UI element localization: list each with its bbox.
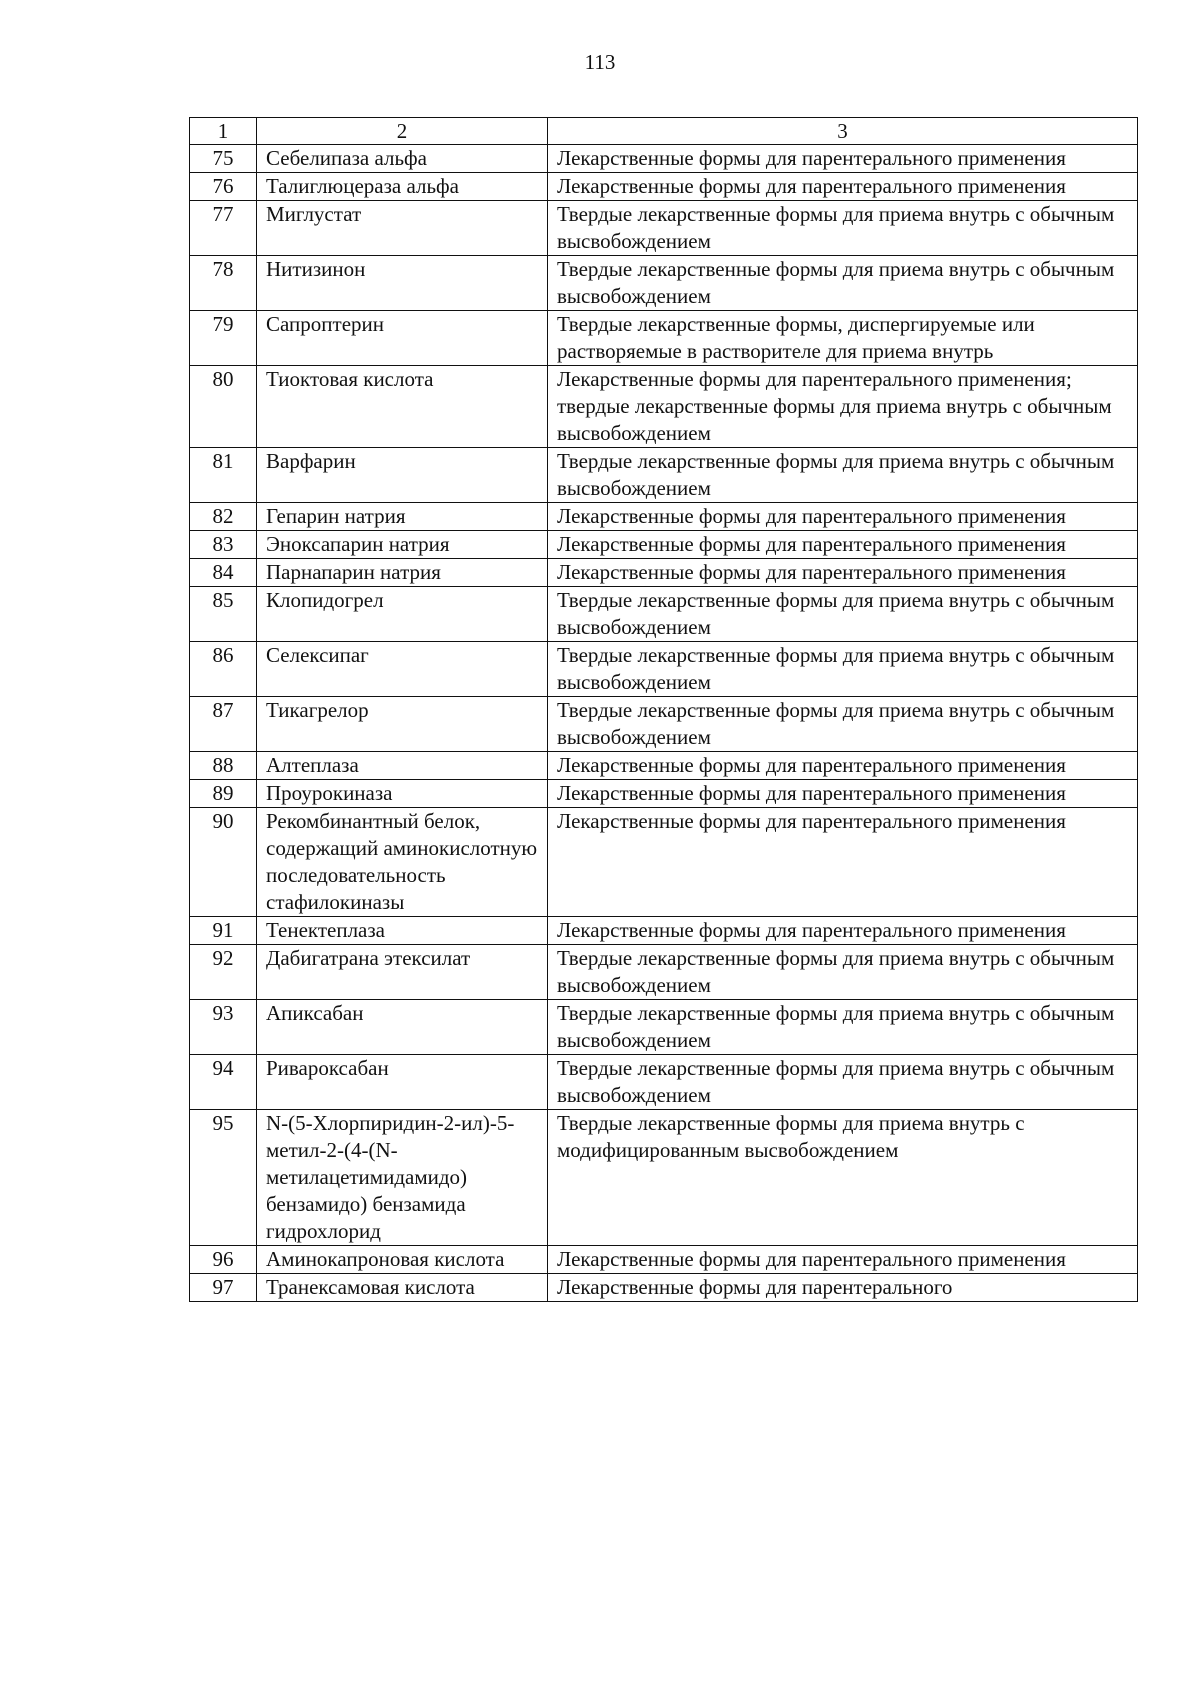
row-number: 87	[190, 697, 257, 752]
dosage-form-line: Твердые лекарственные формы для приема внутрь с обычным высвобождением	[557, 588, 1115, 639]
row-number: 82	[190, 503, 257, 531]
drug-name: Клопидогрел	[257, 587, 548, 642]
table-row	[190, 642, 1138, 697]
dosage-form	[548, 1246, 1138, 1274]
dosage-form-line: Лекарственные формы для парентерального применения	[557, 532, 1066, 556]
table-header	[190, 118, 1138, 145]
dosage-form	[548, 945, 1138, 1000]
dosage-form-line: Твердые лекарственные формы для приема внутрь с обычным высвобождением	[557, 449, 1115, 500]
dosage-form-line: Лекарственные формы для парентерального применения	[557, 504, 1066, 528]
row-number: 80	[190, 366, 257, 448]
dosage-form	[548, 1110, 1138, 1246]
dosage-form	[548, 1000, 1138, 1055]
table-row	[190, 448, 1138, 503]
dosage-form-line: Твердые лекарственные формы для приема внутрь с обычным высвобождением	[557, 202, 1115, 253]
table-row	[190, 780, 1138, 808]
dosage-form-line: Твердые лекарственные формы, диспергируемые или растворяемые в растворителе для приема внутрь	[557, 312, 1035, 363]
row-number: 88	[190, 752, 257, 780]
dosage-form	[548, 1274, 1138, 1302]
dosage-form-line: Твердые лекарственные формы для приема внутрь с обычным высвобождением	[557, 1001, 1115, 1052]
row-number: 93	[190, 1000, 257, 1055]
dosage-form-line: Лекарственные формы для парентерального применения	[557, 560, 1066, 584]
row-number: 76	[190, 173, 257, 201]
row-number: 91	[190, 917, 257, 945]
dosage-form-line: Твердые лекарственные формы для приема внутрь с обычным высвобождением	[557, 946, 1115, 997]
table-row	[190, 311, 1138, 366]
table-row	[190, 1110, 1138, 1246]
row-number: 86	[190, 642, 257, 697]
dosage-form	[548, 173, 1138, 201]
row-number: 89	[190, 780, 257, 808]
drug-name: Рекомбинантный белок, содержащий аминокислотную последовательность стафилокиназы	[257, 808, 548, 917]
dosage-form	[548, 697, 1138, 752]
drug-name: Дабигатрана этексилат	[257, 945, 548, 1000]
row-number: 81	[190, 448, 257, 503]
table-row	[190, 1246, 1138, 1274]
dosage-form-line: твердые лекарственные формы для приема внутрь с обычным высвобождением	[557, 394, 1112, 445]
dosage-form	[548, 808, 1138, 917]
dosage-form	[548, 201, 1138, 256]
table-row	[190, 808, 1138, 917]
drug-name: Алтеплаза	[257, 752, 548, 780]
drug-name: Эноксапарин натрия	[257, 531, 548, 559]
dosage-form-line: Лекарственные формы для парентерального применения	[557, 174, 1066, 198]
table-row	[190, 503, 1138, 531]
drug-name: Аминокапроновая кислота	[257, 1246, 548, 1274]
drug-name: Селексипаг	[257, 642, 548, 697]
dosage-form-line: Твердые лекарственные формы для приема внутрь с модифицированным высвобождением	[557, 1111, 1025, 1162]
drug-name: Гепарин натрия	[257, 503, 548, 531]
row-number: 79	[190, 311, 257, 366]
dosage-form	[548, 917, 1138, 945]
table-row	[190, 587, 1138, 642]
dosage-form-line: Лекарственные формы для парентерального применения	[557, 753, 1066, 777]
table-row	[190, 366, 1138, 448]
table-row	[190, 697, 1138, 752]
drug-name: N-(5-Хлорпиридин-2-ил)-5-метил-2-(4-(N-метилацетимидамидо) бензамидо) бензамида гидрохлорид	[257, 1110, 548, 1246]
row-number: 77	[190, 201, 257, 256]
drug-name: Тиоктовая кислота	[257, 366, 548, 448]
dosage-form	[548, 448, 1138, 503]
table-row	[190, 531, 1138, 559]
row-number: 94	[190, 1055, 257, 1110]
page-number: 113	[584, 50, 616, 74]
row-number: 95	[190, 1110, 257, 1246]
dosage-form-line: Твердые лекарственные формы для приема внутрь с обычным высвобождением	[557, 1056, 1115, 1107]
table-row	[190, 145, 1138, 173]
table-row	[190, 752, 1138, 780]
drug-name: Сапроптерин	[257, 311, 548, 366]
dosage-form-line: Лекарственные формы для парентерального применения	[557, 809, 1066, 833]
row-number: 92	[190, 945, 257, 1000]
dosage-form	[548, 642, 1138, 697]
dosage-form	[548, 780, 1138, 808]
dosage-form-line: Лекарственные формы для парентерального	[557, 1275, 953, 1299]
dosage-form	[548, 559, 1138, 587]
drug-name: Тикагрелор	[257, 697, 548, 752]
table-row	[190, 1274, 1138, 1302]
dosage-form	[548, 1055, 1138, 1110]
header-row	[190, 118, 1138, 145]
drug-name: Ривароксабан	[257, 1055, 548, 1110]
dosage-form	[548, 587, 1138, 642]
table-row	[190, 256, 1138, 311]
table-row	[190, 201, 1138, 256]
drug-name: Парнапарин натрия	[257, 559, 548, 587]
drug-name: Транексамовая кислота	[257, 1274, 548, 1302]
drug-name: Себелипаза альфа	[257, 145, 548, 173]
table-row	[190, 945, 1138, 1000]
dosage-form	[548, 145, 1138, 173]
dosage-form	[548, 531, 1138, 559]
header-col-3: 3	[548, 118, 1138, 145]
dosage-form	[548, 311, 1138, 366]
row-number: 96	[190, 1246, 257, 1274]
drug-name: Миглустат	[257, 201, 548, 256]
dosage-form-line: Твердые лекарственные формы для приема внутрь с обычным высвобождением	[557, 698, 1115, 749]
drug-name: Апиксабан	[257, 1000, 548, 1055]
dosage-form	[548, 366, 1138, 448]
table-row	[190, 559, 1138, 587]
dosage-form	[548, 503, 1138, 531]
row-number: 97	[190, 1274, 257, 1302]
dosage-form-line: Лекарственные формы для парентерального применения	[557, 918, 1066, 942]
dosage-form	[548, 256, 1138, 311]
row-number: 84	[190, 559, 257, 587]
dosage-form-line: Лекарственные формы для парентерального применения	[557, 781, 1066, 805]
dosage-form-line: Лекарственные формы для парентерального применения	[557, 1247, 1066, 1271]
row-number: 78	[190, 256, 257, 311]
dosage-form-line: Лекарственные формы для парентерального применения	[557, 146, 1066, 170]
dosage-form-line: Твердые лекарственные формы для приема внутрь с обычным высвобождением	[557, 643, 1115, 694]
table-row	[190, 917, 1138, 945]
row-number: 75	[190, 145, 257, 173]
row-number: 90	[190, 808, 257, 917]
row-number: 83	[190, 531, 257, 559]
table-row	[190, 1055, 1138, 1110]
drug-name: Проурокиназа	[257, 780, 548, 808]
drug-name: Нитизинон	[257, 256, 548, 311]
table-row	[190, 1000, 1138, 1055]
dosage-form-line: Твердые лекарственные формы для приема внутрь с обычным высвобождением	[557, 257, 1115, 308]
drug-table	[189, 117, 1138, 1302]
drug-name: Талиглюцераза альфа	[257, 173, 548, 201]
header-col-2: 2	[257, 118, 548, 145]
drug-name: Тенектеплаза	[257, 917, 548, 945]
dosage-form-line: Лекарственные формы для парентерального применения;	[557, 367, 1072, 391]
row-number: 85	[190, 587, 257, 642]
table-row	[190, 173, 1138, 201]
header-col-1: 1	[190, 118, 257, 145]
table-body	[190, 145, 1138, 1302]
drug-name: Варфарин	[257, 448, 548, 503]
dosage-form	[548, 752, 1138, 780]
